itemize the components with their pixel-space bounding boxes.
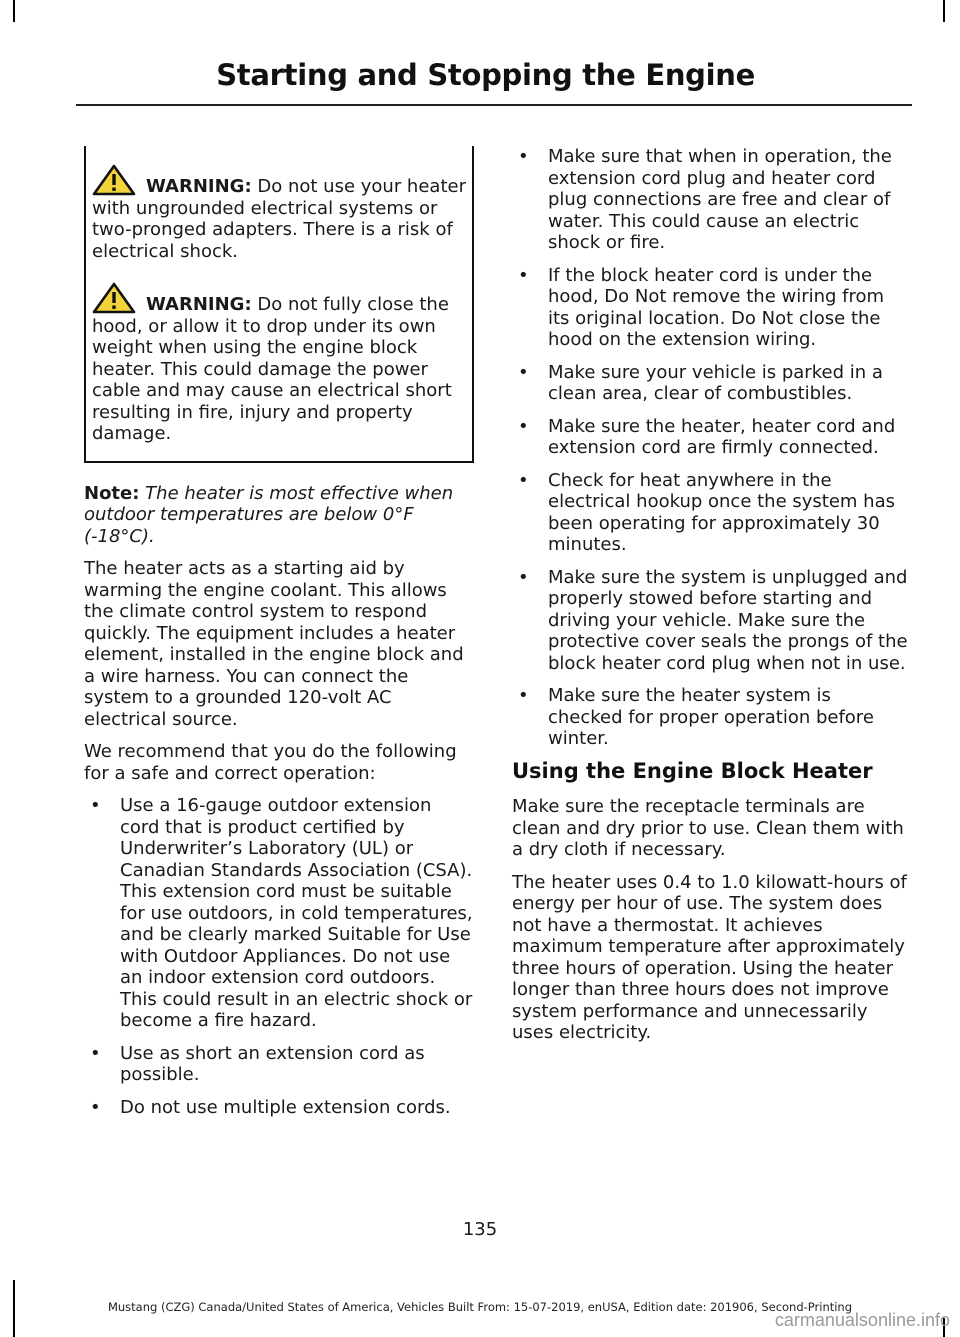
- list-item-text: Make sure that when in operation, the extension cord plug and heater cord plug connections are free and clear of water. This could cause an electric shock or fire.: [548, 146, 892, 253]
- note-text: The heater is most effective when outdoor temperatures are below 0°F (-18°C).: [84, 482, 454, 547]
- bullet-icon: •: [90, 1042, 101, 1064]
- list-item-text: Make sure the heater system is checked for proper operation before winter.: [548, 685, 874, 749]
- warning-triangle-icon: [92, 282, 136, 314]
- warning-label: WARNING:: [146, 294, 252, 315]
- warning-box: [84, 146, 474, 463]
- crop-mark-top-left: [13, 0, 15, 22]
- list-item: [512, 265, 908, 351]
- list-item: [512, 685, 908, 750]
- list-item-text: Make sure the system is unplugged and properly stowed before starting and driving your vehicle. Make sure the protective cover seals the prongs of the block heater cord plug when not in use.: [548, 566, 908, 674]
- note-label: Note:: [84, 482, 140, 504]
- paragraph: We recommend that you do the following for a safe and correct operation:: [84, 741, 457, 784]
- list-item: [84, 1043, 474, 1086]
- warning-label: WARNING:: [146, 176, 252, 197]
- bullet-icon: •: [518, 361, 529, 383]
- bullet-list: [512, 146, 908, 750]
- bullet-icon: •: [90, 1096, 101, 1118]
- bullet-icon: •: [518, 469, 529, 491]
- bullet-icon: •: [518, 264, 529, 286]
- warning-item: [92, 164, 466, 262]
- bullet-icon: •: [518, 685, 529, 706]
- list-item: [512, 470, 908, 556]
- right-column: [512, 146, 908, 1055]
- list-item-text: Do not use multiple extension cords.: [120, 1096, 451, 1118]
- list-item-text: Use as short an extension cord as possible.: [120, 1042, 425, 1085]
- left-column: [84, 146, 474, 1129]
- footer-text: Mustang (CZG) Canada/United States of America, Vehicles Built From: 15-07-2019, enUSA, Edition date: 201906, Second-Printing: [107, 1300, 853, 1314]
- note: [84, 483, 474, 548]
- list-item: [512, 362, 908, 405]
- paragraph: Make sure the receptacle terminals are clean and dry prior to use. Clean them with a dry cloth if necessary.: [512, 796, 904, 860]
- bullet-icon: •: [90, 795, 101, 816]
- list-item-text: Make sure your vehicle is parked in a clean area, clear of combustibles.: [548, 361, 883, 404]
- crop-mark-top-right: [943, 0, 945, 22]
- list-item: [512, 146, 908, 254]
- bullet-list: [84, 795, 474, 1118]
- section-heading: Using the Engine Block Heater: [512, 758, 873, 783]
- warning-item: [92, 282, 466, 445]
- list-item: [84, 1097, 474, 1119]
- paragraph: The heater uses 0.4 to 1.0 kilowatt-hours of energy per hour of use. The system does not have a thermostat. It achieves maximum temperature after approximately three hours of operation. Using the heater longer than three hours does not improve system performance and unnecessarily uses electricity.: [512, 871, 907, 1043]
- paragraph: The heater acts as a starting aid by warming the engine coolant. This allows the climate control system to respond quickly. The equipment includes a heater element, installed in the engine block and a wire harness. You can connect the system to a grounded 120-volt AC electrical source.: [84, 558, 464, 730]
- list-item: [512, 567, 908, 675]
- warning-triangle-icon: [92, 164, 136, 196]
- watermark: carmanualsonline.info: [774, 1310, 950, 1330]
- list-item-text: If the block heater cord is under the hood, Do Not remove the wiring from its original location. Do Not close the hood on the extension wiring.: [548, 264, 885, 350]
- list-item-text: Make sure the heater, heater cord and extension cord are firmly connected.: [548, 415, 896, 458]
- header-rule: [76, 104, 912, 106]
- page-title: Starting and Stopping the Engine: [216, 58, 755, 92]
- list-item-text: Use a 16-gauge outdoor extension cord that is product certified by Underwriter’s Laboratory (UL) or Canadian Standards Association (CSA). This extension cord must be suitable for use outdoors, in cold temperatures, and be clearly marked Suitable for Use with Outdoor Appliances. Do not use an indoor extension cord outdoors. This could result in an electric shock or become a fire hazard.: [120, 795, 473, 1031]
- bullet-icon: •: [518, 566, 529, 588]
- list-item: [512, 416, 908, 459]
- bullet-icon: •: [518, 415, 529, 437]
- list-item-text: Check for heat anywhere in the electrical hookup once the system has been operating for approximately 30 minutes.: [548, 469, 896, 555]
- warning-text: Do not fully close the hood, or allow it to drop under its own weight when using the engine block heater. This could damage the power cable and may cause an electrical short resulting in fire, injury and property damage.: [92, 294, 452, 444]
- list-item: [84, 795, 474, 1032]
- crop-mark-bottom-left: [13, 1280, 15, 1337]
- warning-text: Do not use your heater with ungrounded electrical systems or two-pronged adapters. There is a risk of electrical shock.: [92, 176, 466, 262]
- bullet-icon: •: [518, 146, 529, 167]
- page-number: 135: [462, 1219, 498, 1240]
